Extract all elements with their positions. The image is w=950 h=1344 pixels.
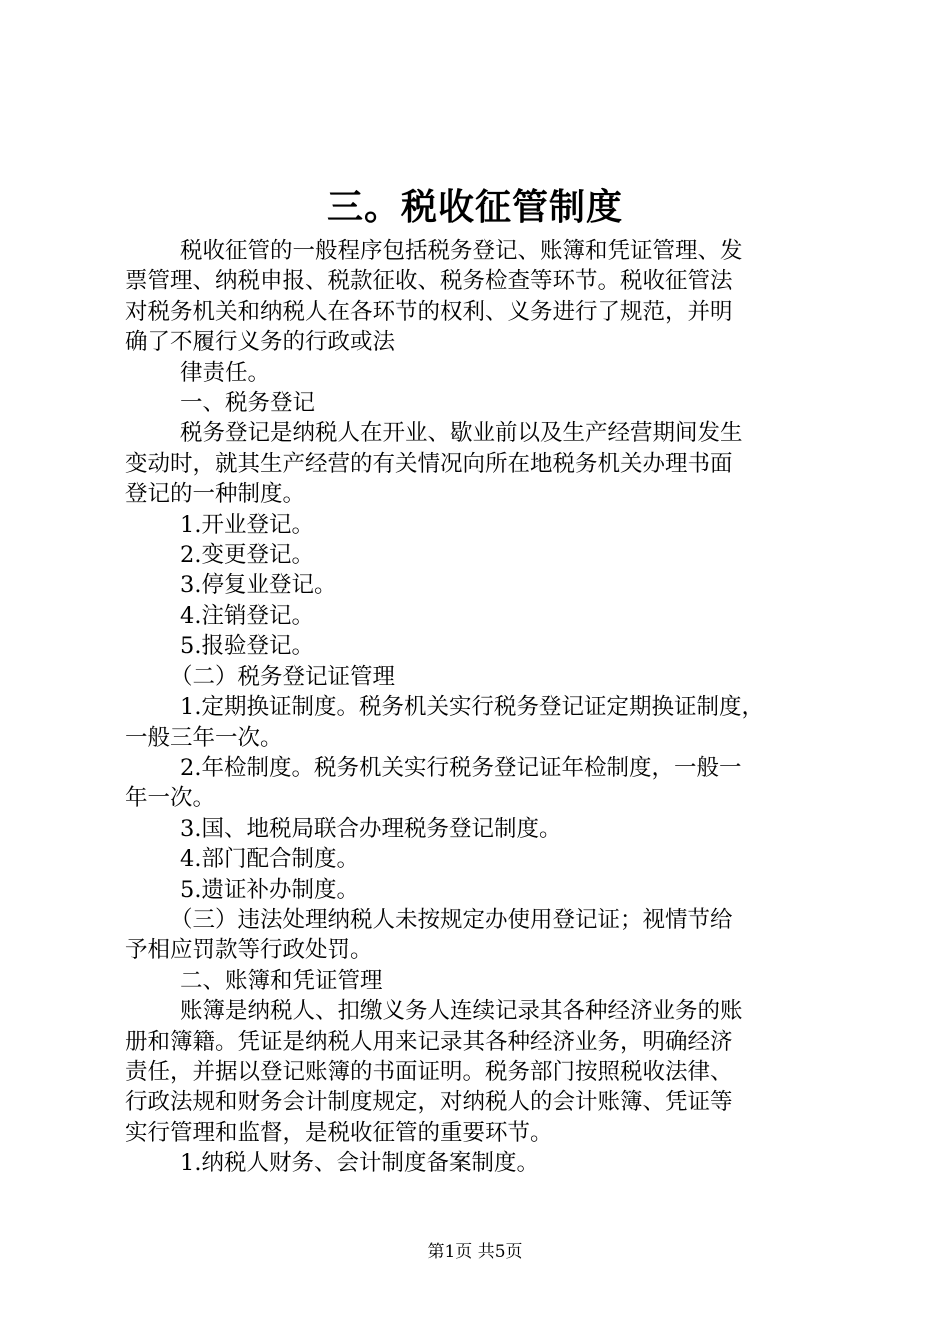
section-heading: （二）税务登记证管理	[170, 663, 396, 690]
list-item: 2.年检制度。税务机关实行税务登记证年检制度，一般一	[180, 754, 742, 781]
page-title: 三。税收征管制度	[326, 186, 623, 228]
paragraph-line: （三）违法处理纳税人未按规定办使用登记证；视情节给	[170, 906, 733, 933]
paragraph-line: 年一次。	[125, 785, 216, 812]
page-footer: 第1页 共5页	[427, 1242, 523, 1262]
paragraph-line: 律责任。	[180, 359, 271, 386]
list-item: 3.停复业登记。	[180, 572, 337, 599]
document-body	[125, 236, 835, 1179]
paragraph-line: 账簿是纳税人、扣缴义务人连续记录其各种经济业务的账	[180, 998, 743, 1025]
list-item: 1.纳税人财务、会计制度备案制度。	[180, 1150, 539, 1177]
list-item: 3.国、地税局联合办理税务登记制度。	[180, 815, 562, 842]
paragraph-line: 变动时，就其生产经营的有关情况向所在地税务机关办理书面	[125, 450, 733, 477]
section-heading: 一、税务登记	[180, 390, 316, 417]
paragraph-line: 行政法规和财务会计制度规定，对纳税人的会计账簿、凭证等	[125, 1089, 733, 1116]
paragraph-line: 实行管理和监督，是税收征管的重要环节。	[125, 1119, 553, 1146]
paragraph-line: 予相应罚款等行政处罚。	[125, 937, 373, 964]
list-item: 4.部门配合制度。	[180, 846, 359, 873]
paragraph-line: 确了不履行义务的行政或法	[125, 329, 396, 356]
paragraph-line: 税务登记是纳税人在开业、歇业前以及生产经营期间发生	[180, 420, 743, 447]
list-item: 5.遗证补办制度。	[180, 876, 359, 903]
paragraph-line: 册和簿籍。凭证是纳税人用来记录其各种经济业务，明确经济	[125, 1028, 733, 1055]
paragraph-line: 票管理、纳税申报、税款征收、税务检查等环节。税收征管法	[125, 268, 733, 295]
list-item: 1.定期换证制度。税务机关实行税务登记证定期换证制度，	[180, 694, 764, 721]
section-heading: 二、账簿和凭证管理	[180, 967, 383, 994]
paragraph-line: 税收征管的一般程序包括税务登记、账簿和凭证管理、发	[180, 238, 743, 264]
list-item: 4.注销登记。	[180, 602, 314, 629]
list-item: 5.报验登记。	[180, 633, 314, 660]
paragraph-line: 责任，并据以登记账簿的书面证明。税务部门按照税收法律、	[125, 1058, 733, 1085]
paragraph-line: 登记的一种制度。	[125, 481, 306, 508]
paragraph-line: 一般三年一次。	[125, 724, 283, 751]
paragraph-line: 对税务机关和纳税人在各环节的权利、义务进行了规范，并明	[125, 298, 733, 325]
list-item: 1.开业登记。	[180, 511, 314, 538]
list-item: 2.变更登记。	[180, 542, 314, 569]
